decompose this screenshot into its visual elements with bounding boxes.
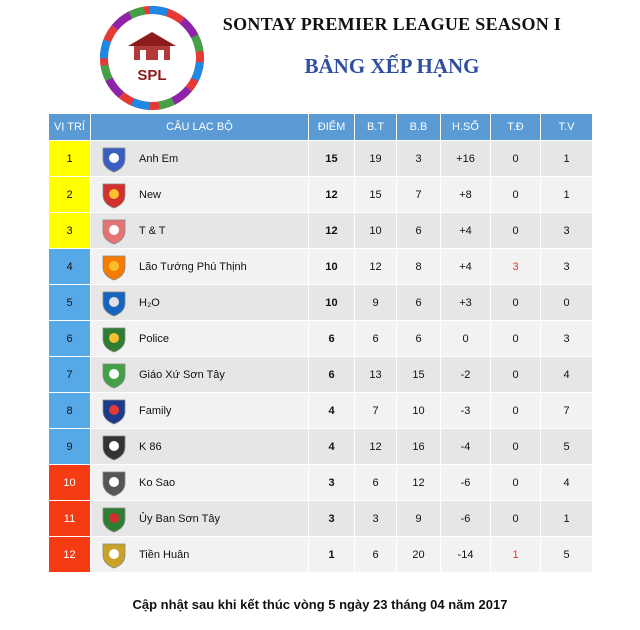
position-cell: 8 [49, 393, 91, 429]
yellow-cards-cell: 1 [541, 501, 593, 537]
points-cell: 15 [309, 141, 355, 177]
goal-difference-cell: 0 [441, 321, 491, 357]
table-row [49, 249, 593, 285]
points-cell: 6 [309, 357, 355, 393]
club-cell [91, 465, 309, 501]
club-cell [91, 177, 309, 213]
position-cell: 2 [49, 177, 91, 213]
red-cards-cell: 0 [491, 177, 541, 213]
yellow-cards-cell: 4 [541, 357, 593, 393]
yellow-cards-cell: 5 [541, 537, 593, 573]
club-cell [91, 213, 309, 249]
goals-for-cell: 12 [355, 249, 397, 285]
goals-for-cell: 7 [355, 393, 397, 429]
club-cell [91, 537, 309, 573]
table-row [49, 213, 593, 249]
points-cell: 12 [309, 177, 355, 213]
red-cards-cell: 0 [491, 465, 541, 501]
position-cell: 10 [49, 465, 91, 501]
red-cards-cell: 0 [491, 429, 541, 465]
goal-difference-cell: -2 [441, 357, 491, 393]
goal-difference-cell: +3 [441, 285, 491, 321]
club-name: Tiền Huân [139, 548, 190, 561]
table-row [49, 177, 593, 213]
points-cell: 1 [309, 537, 355, 573]
goal-difference-cell: +4 [441, 249, 491, 285]
page-subtitle: BẢNG XẾP HẠNG [304, 54, 480, 78]
position-cell: 9 [49, 429, 91, 465]
standings-table [48, 113, 593, 573]
red-cards-cell: 0 [491, 321, 541, 357]
column-header-yellow-cards: T.V [541, 114, 593, 141]
goals-against-cell: 10 [397, 393, 441, 429]
logo-text: SPL [137, 67, 167, 84]
column-header-goals-for: B.T [355, 114, 397, 141]
yellow-cards-cell: 4 [541, 465, 593, 501]
club-name: Giáo Xứ Sơn Tây [139, 368, 225, 381]
tien-huan-crest-icon [99, 541, 129, 569]
yellow-cards-cell: 1 [541, 141, 593, 177]
position-cell: 12 [49, 537, 91, 573]
yellow-cards-cell: 7 [541, 393, 593, 429]
position-cell: 5 [49, 285, 91, 321]
goals-for-cell: 3 [355, 501, 397, 537]
club-name: Anh Em [139, 152, 179, 165]
club-name: K 86 [139, 440, 162, 453]
red-cards-cell: 0 [491, 393, 541, 429]
club-cell [91, 249, 309, 285]
league-logo [100, 6, 204, 110]
goal-difference-cell: +16 [441, 141, 491, 177]
goals-for-cell: 6 [355, 537, 397, 573]
yellow-cards-cell: 1 [541, 177, 593, 213]
position-cell: 11 [49, 501, 91, 537]
points-cell: 12 [309, 213, 355, 249]
club-cell [91, 393, 309, 429]
club-name: New [139, 188, 162, 201]
points-cell: 10 [309, 249, 355, 285]
goals-against-cell: 6 [397, 321, 441, 357]
column-header-goal-difference: H.SỐ [441, 114, 491, 141]
goals-against-cell: 16 [397, 429, 441, 465]
goals-for-cell: 10 [355, 213, 397, 249]
points-cell: 3 [309, 465, 355, 501]
goals-for-cell: 9 [355, 285, 397, 321]
family-crest-icon [99, 397, 129, 425]
column-header-club: CÂU LẠC BỘ [91, 114, 309, 141]
goal-difference-cell: -6 [441, 465, 491, 501]
position-cell: 3 [49, 213, 91, 249]
club-cell [91, 429, 309, 465]
anh-em-crest-icon [99, 145, 129, 173]
club-name: Lão Tướng Phú Thịnh [139, 260, 247, 273]
position-cell: 6 [49, 321, 91, 357]
table-row [49, 321, 593, 357]
goal-difference-cell: +8 [441, 177, 491, 213]
goals-against-cell: 12 [397, 465, 441, 501]
goals-against-cell: 6 [397, 285, 441, 321]
goals-for-cell: 6 [355, 465, 397, 501]
points-cell: 4 [309, 429, 355, 465]
table-header-row [49, 114, 593, 141]
club-name: Family [139, 404, 172, 417]
yellow-cards-cell: 5 [541, 429, 593, 465]
red-cards-cell: 0 [491, 357, 541, 393]
position-cell: 1 [49, 141, 91, 177]
red-cards-cell: 0 [491, 213, 541, 249]
position-cell: 7 [49, 357, 91, 393]
club-name: Ko Sao [139, 476, 176, 489]
update-note: Cập nhật sau khi kết thúc vòng 5 ngày 23 tháng 04 năm 2017 [132, 597, 508, 612]
position-cell: 4 [49, 249, 91, 285]
page-title: SONTAY PREMIER LEAGUE SEASON I [222, 14, 562, 34]
yellow-cards-cell: 0 [541, 285, 593, 321]
goals-for-cell: 12 [355, 429, 397, 465]
club-name: H₂O [139, 296, 160, 309]
table-row [49, 141, 593, 177]
goals-against-cell: 15 [397, 357, 441, 393]
t-and-t-crest-icon [99, 217, 129, 245]
points-cell: 10 [309, 285, 355, 321]
goals-for-cell: 15 [355, 177, 397, 213]
club-cell [91, 357, 309, 393]
goal-difference-cell: -6 [441, 501, 491, 537]
lao-tuong-crest-icon [99, 253, 129, 281]
table-row [49, 357, 593, 393]
uy-ban-crest-icon [99, 505, 129, 533]
goals-for-cell: 19 [355, 141, 397, 177]
yellow-cards-cell: 3 [541, 249, 593, 285]
table-row [49, 285, 593, 321]
goals-against-cell: 3 [397, 141, 441, 177]
table-row [49, 537, 593, 573]
red-cards-cell: 0 [491, 285, 541, 321]
goal-difference-cell: +4 [441, 213, 491, 249]
red-cards-cell: 0 [491, 141, 541, 177]
table-row [49, 465, 593, 501]
club-name: T & T [139, 224, 166, 237]
new-crest-icon [99, 181, 129, 209]
goals-for-cell: 6 [355, 321, 397, 357]
goal-difference-cell: -3 [441, 393, 491, 429]
police-crest-icon [99, 325, 129, 353]
column-header-red-cards: T.Đ [491, 114, 541, 141]
club-name: Police [139, 332, 169, 345]
goals-for-cell: 13 [355, 357, 397, 393]
column-header-points: ĐIỂM [309, 114, 355, 141]
standings-body [49, 141, 593, 573]
goals-against-cell: 7 [397, 177, 441, 213]
points-cell: 6 [309, 321, 355, 357]
club-cell [91, 321, 309, 357]
k86-crest-icon [99, 433, 129, 461]
table-row [49, 393, 593, 429]
goal-difference-cell: -4 [441, 429, 491, 465]
yellow-cards-cell: 3 [541, 213, 593, 249]
table-row [49, 501, 593, 537]
club-cell [91, 141, 309, 177]
red-cards-cell: 0 [491, 501, 541, 537]
yellow-cards-cell: 3 [541, 321, 593, 357]
red-cards-cell: 1 [491, 537, 541, 573]
column-header-position: VỊ TRÍ [49, 114, 91, 141]
goals-against-cell: 9 [397, 501, 441, 537]
points-cell: 4 [309, 393, 355, 429]
club-cell [91, 285, 309, 321]
h2o-crest-icon [99, 289, 129, 317]
goals-against-cell: 8 [397, 249, 441, 285]
goal-difference-cell: -14 [441, 537, 491, 573]
club-cell [91, 501, 309, 537]
goals-against-cell: 20 [397, 537, 441, 573]
giao-xu-crest-icon [99, 361, 129, 389]
table-row [49, 429, 593, 465]
club-name: Ủy Ban Sơn Tây [139, 512, 220, 525]
points-cell: 3 [309, 501, 355, 537]
ko-sao-crest-icon [99, 469, 129, 497]
goals-against-cell: 6 [397, 213, 441, 249]
column-header-goals-against: B.B [397, 114, 441, 141]
red-cards-cell: 3 [491, 249, 541, 285]
